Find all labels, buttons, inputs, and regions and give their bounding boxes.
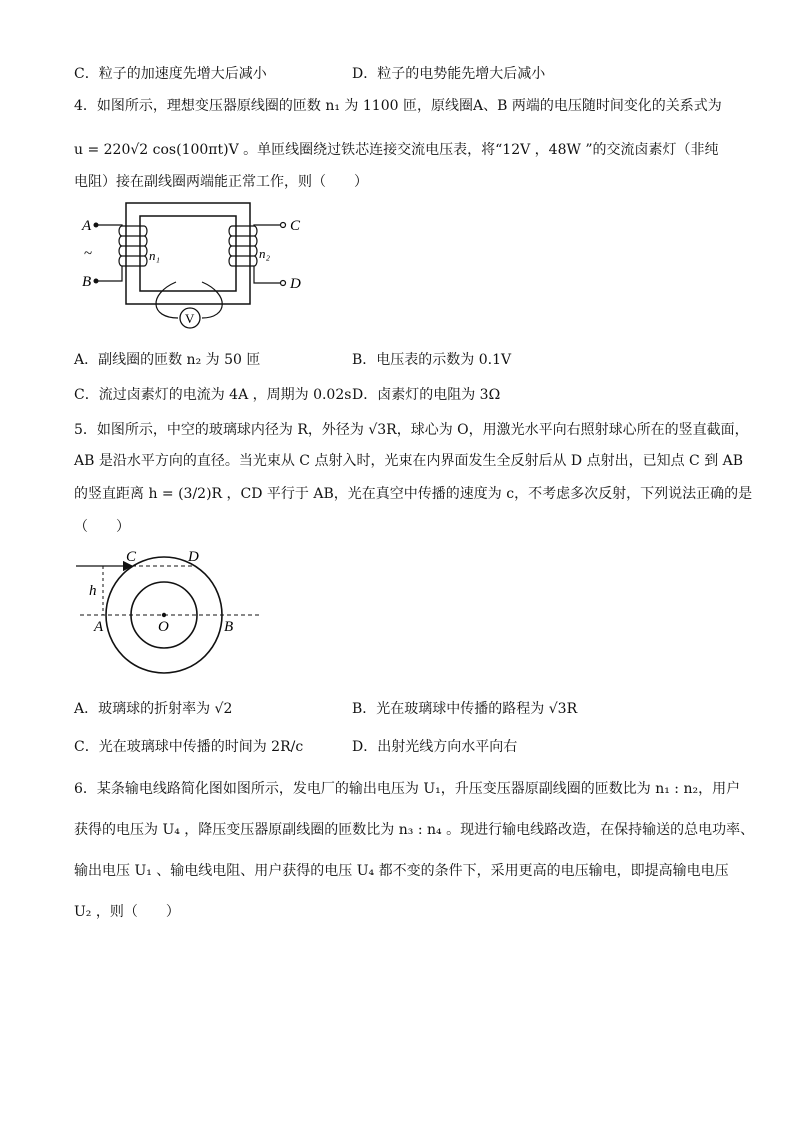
q5-option-a: A．玻璃球的折射率为 √2 <box>74 701 233 717</box>
q4-option-d: D．卤素灯的电阻为 3Ω <box>352 387 501 403</box>
q6-stem-line3: 输出电压 U₁ 、输电线电阻、用户获得的电压 U₄ 都不变的条件下，采用更高的电压输电，即提高输电电压 <box>74 863 729 879</box>
fig4-label-a: A <box>82 218 92 234</box>
fig4-label-tilde: ~ <box>84 246 93 262</box>
fig4-label-n2: n₂ <box>259 246 271 261</box>
q5-glass-sphere-figure <box>76 545 272 683</box>
q6-stem-line4: U₂ ，则（ ） <box>74 904 180 920</box>
q4-option-b: B．电压表的示数为 0.1V <box>352 352 512 368</box>
fig4-voltmeter-label: V <box>185 311 195 326</box>
q5-stem-line2: AB 是沿水平方向的直径。当光束从 C 点射入时，光束在内界面发生全反射后从 D 点射出，已知点 C 到 AB <box>74 453 744 469</box>
fig5-label-c: C <box>126 549 137 565</box>
q4-stem-line2: u = 220√2 cos(100πt)V 。单匝线圈绕过铁芯连接交流电压表，将“12V ，48W ”的交流卤素灯（非纯 <box>74 142 719 158</box>
q4-option-c: C．流过卤素灯的电流为 4A ，周期为 0.02s <box>74 387 352 403</box>
q3-option-c: C．粒子的加速度先增大后减小 <box>74 66 267 82</box>
q6-stem-line2: 获得的电压为 U₄ ，降压变压器原副线圈的匝数比为 n₃ : n₄ 。现进行输电线路改造，在保持输送的总电功率、 <box>74 822 755 838</box>
q5-option-c: C．光在玻璃球中传播的时间为 2R/c <box>74 739 304 755</box>
q4-stem-line3: 电阻）接在副线圈两端能正常工作，则（ ） <box>74 174 368 190</box>
fig4-label-d: D <box>290 276 301 292</box>
fig4-label-n1: n₁ <box>149 248 161 263</box>
q5-option-b: B．光在玻璃球中传播的路程为 √3R <box>352 701 578 717</box>
q5-stem-line1: 5．如图所示，中空的玻璃球内径为 R，外径为 √3R，球心为 O，用激光水平向右照射球心所在的竖直截面， <box>74 422 749 438</box>
q5-stem-line4: （ ） <box>74 519 130 535</box>
fig5-label-a: A <box>94 619 104 635</box>
fig5-label-b: B <box>224 619 234 635</box>
q4-transformer-figure <box>78 198 318 332</box>
q3-option-d: D．粒子的电势能先增大后减小 <box>352 66 546 82</box>
fig5-label-d: D <box>188 549 199 565</box>
q4-option-a: A．副线圈的匝数 n₂ 为 50 匝 <box>74 352 261 368</box>
q5-option-d: D．出射光线方向水平向右 <box>352 739 518 755</box>
q4-stem-line1: 4．如图所示，理想变压器原线圈的匝数 n₁ 为 1100 匝，原线圈A、B 两端的电压随时间变化的关系式为 <box>74 98 722 114</box>
q5-stem-line3: 的竖直距离 h = (3/2)R ，CD 平行于 AB，光在真空中传播的速度为 c，不考虑多次反射，下列说法正确的是 <box>74 486 753 502</box>
fig4-label-c: C <box>290 218 301 234</box>
q6-stem-line1: 6．某条输电线路简化图如图所示，发电厂的输出电压为 U₁，升压变压器原副线圈的匝数比为 n₁ : n₂，用户 <box>74 781 741 797</box>
fig4-label-b: B <box>82 274 92 290</box>
fig5-label-h: h <box>89 583 97 599</box>
fig5-label-o: O <box>158 619 169 635</box>
